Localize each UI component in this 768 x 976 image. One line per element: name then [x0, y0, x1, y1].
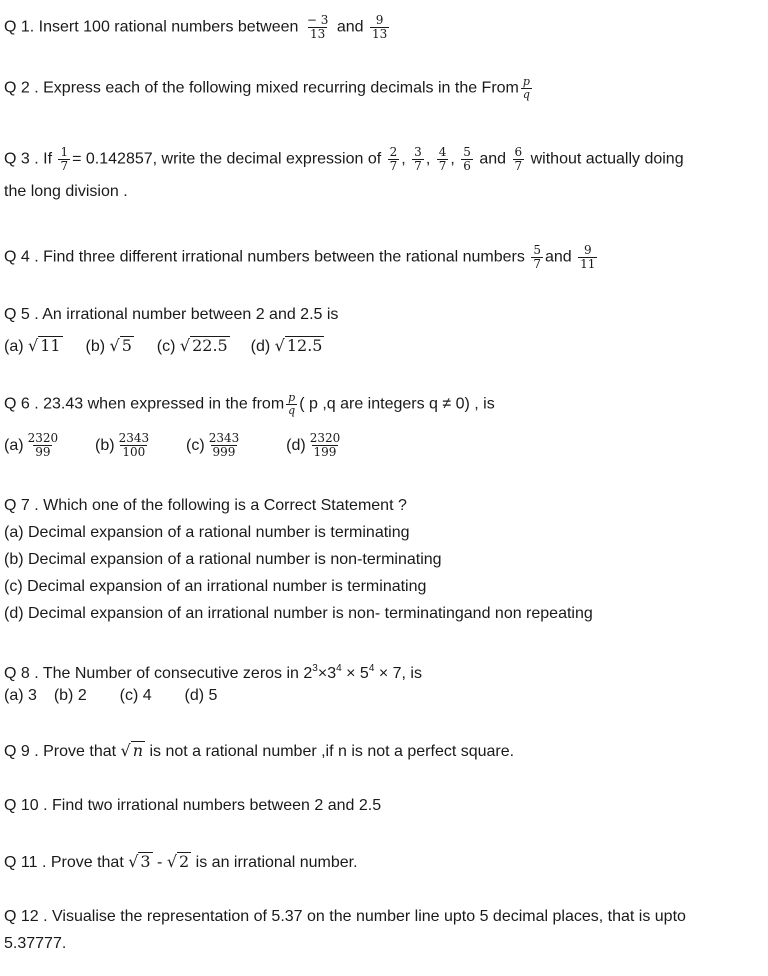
- question-3: [4, 146, 684, 173]
- q3-mid: = 0.142857, write the decimal expression of: [72, 150, 386, 168]
- question-7: [4, 496, 407, 516]
- q5-option-d: (d) √ 12.5: [250, 336, 323, 355]
- question-12-line-2: 5.37777.: [4, 935, 67, 952]
- question-9: Q 9 . Prove that √ n is not a rational number ,if n is not a perfect square.: [4, 741, 515, 760]
- question-2: [4, 76, 534, 101]
- q5-option-c: (c) √ 22.5: [156, 336, 228, 355]
- question-3-line-2: [4, 182, 128, 202]
- q2-fraction-p-q: $\frac{p}{q}$: [522, 75, 530, 101]
- q3-fraction-6-7: $\frac{6}{7}$: [514, 145, 523, 173]
- q8-option-b: (b) 2: [53, 687, 87, 704]
- q2-text: Q 2 . Express each of the following mixed recurring decimals in the From: [4, 79, 519, 97]
- q8-option-c: (c) 4: [119, 687, 152, 704]
- q4-and: and: [544, 248, 572, 266]
- question-8: Q 8 . The Number of consecutive zeros in $2^3\times 3^4 \times 5^4 \times 7$, is: [4, 663, 422, 682]
- q3-comma: ,: [425, 150, 431, 168]
- q5-option-a: (a) √ 11: [4, 336, 61, 355]
- q7-option-c: (c) Decimal expansion of an irrational number is terminating: [4, 578, 427, 595]
- question-5: [4, 305, 338, 325]
- q4-text: Q 4 . Find three different irrational numbers between the rational numbers: [4, 248, 525, 266]
- q3-fraction-2-7: $\frac{2}{7}$: [389, 145, 398, 173]
- q6-option-b: (b) $\frac{2343}{100}$: [95, 431, 150, 459]
- question-1: [4, 14, 391, 41]
- q3-comma: ,: [401, 150, 406, 168]
- q3-fraction-1-7: $\frac{1}{7}$: [60, 145, 69, 173]
- q8-option-a: (a) 3: [4, 687, 37, 704]
- question-5-options: [4, 336, 324, 357]
- sqrt-2: √ 2: [166, 852, 190, 871]
- q6-option-c: (c) $\frac{2343}{999}$: [186, 431, 240, 459]
- q6-post: ( p ,q are integers q ≠ 0) , is: [299, 395, 495, 413]
- q6-option-d: (d) $\frac{2320}{199}$: [286, 431, 341, 459]
- q4-fraction-9-11: $\frac{9}{11}$: [580, 243, 596, 271]
- q3-fraction-4-7: $\frac{4}{7}$: [438, 145, 447, 173]
- question-8-options: [4, 686, 217, 706]
- q7-option-d: (d) Decimal expansion of an irrational number is non- terminatingand non repeating: [4, 605, 593, 622]
- question-6-options: [4, 432, 344, 459]
- q7-option-b: (b) Decimal expansion of a rational number is non-terminating: [4, 551, 442, 568]
- q1-and: and: [336, 18, 364, 36]
- q1-fraction-neg3-13: $\frac{- 3}{13}$: [306, 13, 329, 41]
- q6-option-a: (a) $\frac{2320}{99}$: [4, 431, 59, 459]
- q1-fraction-9-13: $\frac{9}{13}$: [371, 13, 388, 41]
- q3-comma: ,: [450, 150, 455, 168]
- q7-option-a: (a) Decimal expansion of a rational number is terminating: [4, 524, 410, 541]
- question-11: Q 11 . Prove that √ 3 - √ 2 is an irrational number.: [4, 852, 358, 871]
- q3-post: without actually doing: [530, 150, 684, 168]
- q3-line2: the long division .: [4, 183, 128, 200]
- sqrt-11: √ 11: [28, 336, 61, 355]
- q5-text: Q 5 . An irrational number between 2 and 2.5 is: [4, 306, 339, 323]
- sqrt-5: √ 5: [109, 336, 132, 355]
- question-6: [4, 392, 495, 417]
- q3-fraction-3-7: $\frac{3}{7}$: [414, 145, 422, 173]
- q4-fraction-5-7: $\frac{5}{7}$: [533, 243, 541, 271]
- question-4: [4, 244, 599, 271]
- sqrt-3: √ 3: [128, 852, 151, 871]
- sqrt-12-5: √ 12.5: [274, 336, 323, 355]
- sqrt-n: √ n: [120, 741, 144, 760]
- q3-pre: Q 3 . If: [4, 150, 57, 168]
- q7-text: Q 7 . Which one of the following is a Correct Statement ?: [4, 497, 407, 514]
- sqrt-22-5: √ 22.5: [179, 336, 228, 355]
- question-12: Q 12 . Visualise the representation of 5.37 on the number line upto 5 decimal places, that is upto: [4, 908, 686, 925]
- q3-and: and: [479, 150, 507, 168]
- question-10: Q 10 . Find two irrational numbers between 2 and 2.5: [4, 797, 382, 814]
- q6-fraction-p-q: $\frac{p}{q}$: [288, 391, 296, 417]
- q3-fraction-5-6: $\frac{5}{6}$: [463, 145, 471, 173]
- q1-text: Q 1. Insert 100 rational numbers between: [4, 18, 303, 36]
- q6-pre: Q 6 . 23.43 when expressed in the from: [4, 395, 285, 413]
- q5-option-b: (b) √ 5: [85, 336, 132, 355]
- q8-option-d: (d) 5: [184, 687, 218, 704]
